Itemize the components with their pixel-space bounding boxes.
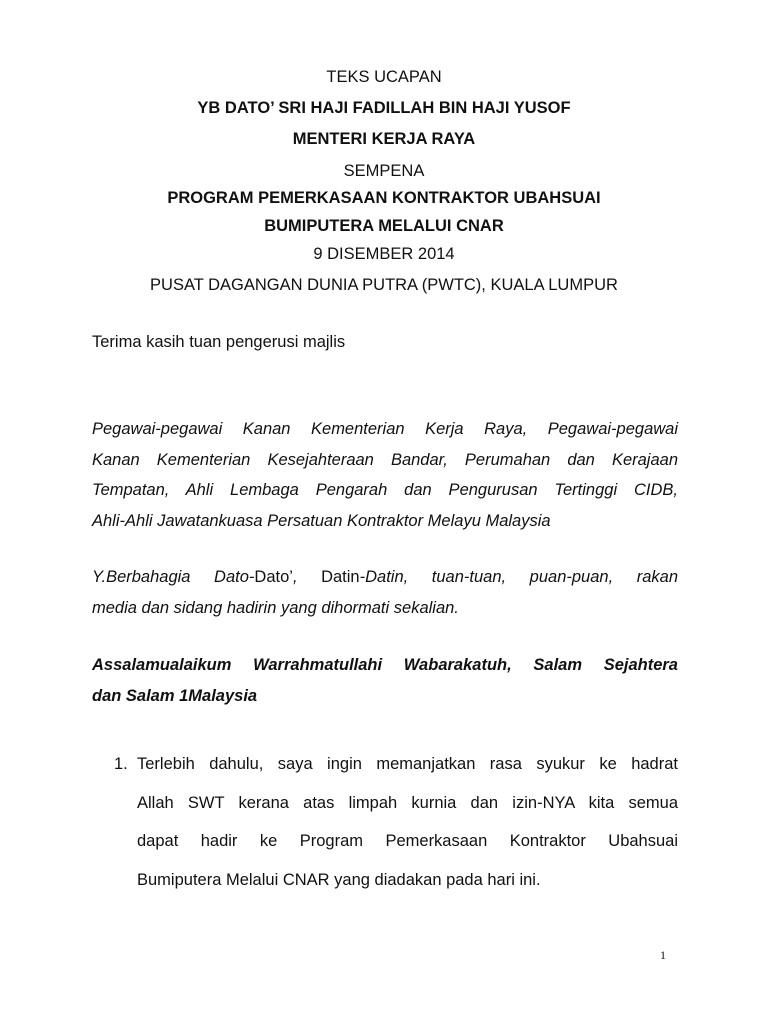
salutation-line1: Assalamualaikum Warrahmatullahi Wabarakatuh, Salam Sejahtera	[92, 656, 678, 674]
event-venue: PUSAT DAGANGAN DUNIA PUTRA (PWTC), KUALA LUMPUR	[150, 276, 618, 294]
page-number: 1	[660, 948, 666, 962]
greeting-guests	[92, 562, 678, 623]
greeting-guests-dato: Dato’	[254, 568, 293, 586]
point-body	[137, 745, 678, 900]
thanks-text: Terima kasih tuan pengerusi majlis	[92, 333, 346, 351]
greeting-guests-line2: media dan sidang hadirin yang dihormati sekalian.	[92, 598, 459, 617]
greeting-guests-text: Y.Berbahagia Dato-	[92, 568, 255, 586]
speech-title: TEKS UCAPAN	[326, 68, 442, 86]
point-line: Allah SWT kerana atas limpah kurnia dan izin-NYA kita semua	[137, 793, 678, 812]
greeting-officials-line: Kanan Kementerian Kesejahteraan Bandar, Perumahan dan Kerajaan	[92, 450, 678, 469]
greeting-guests-text: -Datin, tuan-tuan, puan-puan, rakan	[359, 568, 678, 586]
thanks-chairman	[92, 327, 678, 358]
speaker-position: MENTERI KERJA RAYA	[292, 130, 476, 148]
greeting-officials	[92, 414, 678, 536]
greeting-officials-line: Tempatan, Ahli Lembaga Pengarah dan Pengurusan Tertinggi CIDB,	[92, 481, 678, 499]
salutation	[92, 650, 678, 711]
program-title-line1: PROGRAM PEMERKASAAN KONTRAKTOR UBAHSUAI	[167, 189, 601, 207]
occasion-label: SEMPENA	[343, 162, 425, 180]
point-line: Bumiputera Melalui CNAR yang diadakan pada hari ini.	[137, 871, 541, 890]
point-line: Terlebih dahulu, saya ingin memanjatkan rasa syukur ke hadrat	[137, 755, 678, 773]
greeting-guests-text: ,	[292, 568, 322, 586]
salutation-line2: dan Salam 1Malaysia	[92, 686, 258, 705]
greeting-officials-line: Pegawai-pegawai Kanan Kementerian Kerja Raya, Pegawai-pegawai	[92, 420, 678, 438]
greeting-guests-line1	[92, 562, 678, 593]
speaker-name: YB DATO’ SRI HAJI FADILLAH BIN HAJI YUSOF	[197, 99, 571, 117]
point-number: 1.	[114, 755, 128, 773]
program-title-line2: BUMIPUTERA MELALUI CNAR	[264, 217, 504, 235]
event-date: 9 DISEMBER 2014	[313, 245, 455, 263]
point-line: dapat hadir ke Program Pemerkasaan Kontraktor Ubahsuai	[137, 832, 678, 851]
point-1	[114, 745, 678, 900]
greeting-guests-datin: Datin	[321, 568, 360, 586]
greeting-officials-line: Ahli-Ahli Jawatankuasa Persatuan Kontraktor Melayu Malaysia	[92, 511, 551, 530]
